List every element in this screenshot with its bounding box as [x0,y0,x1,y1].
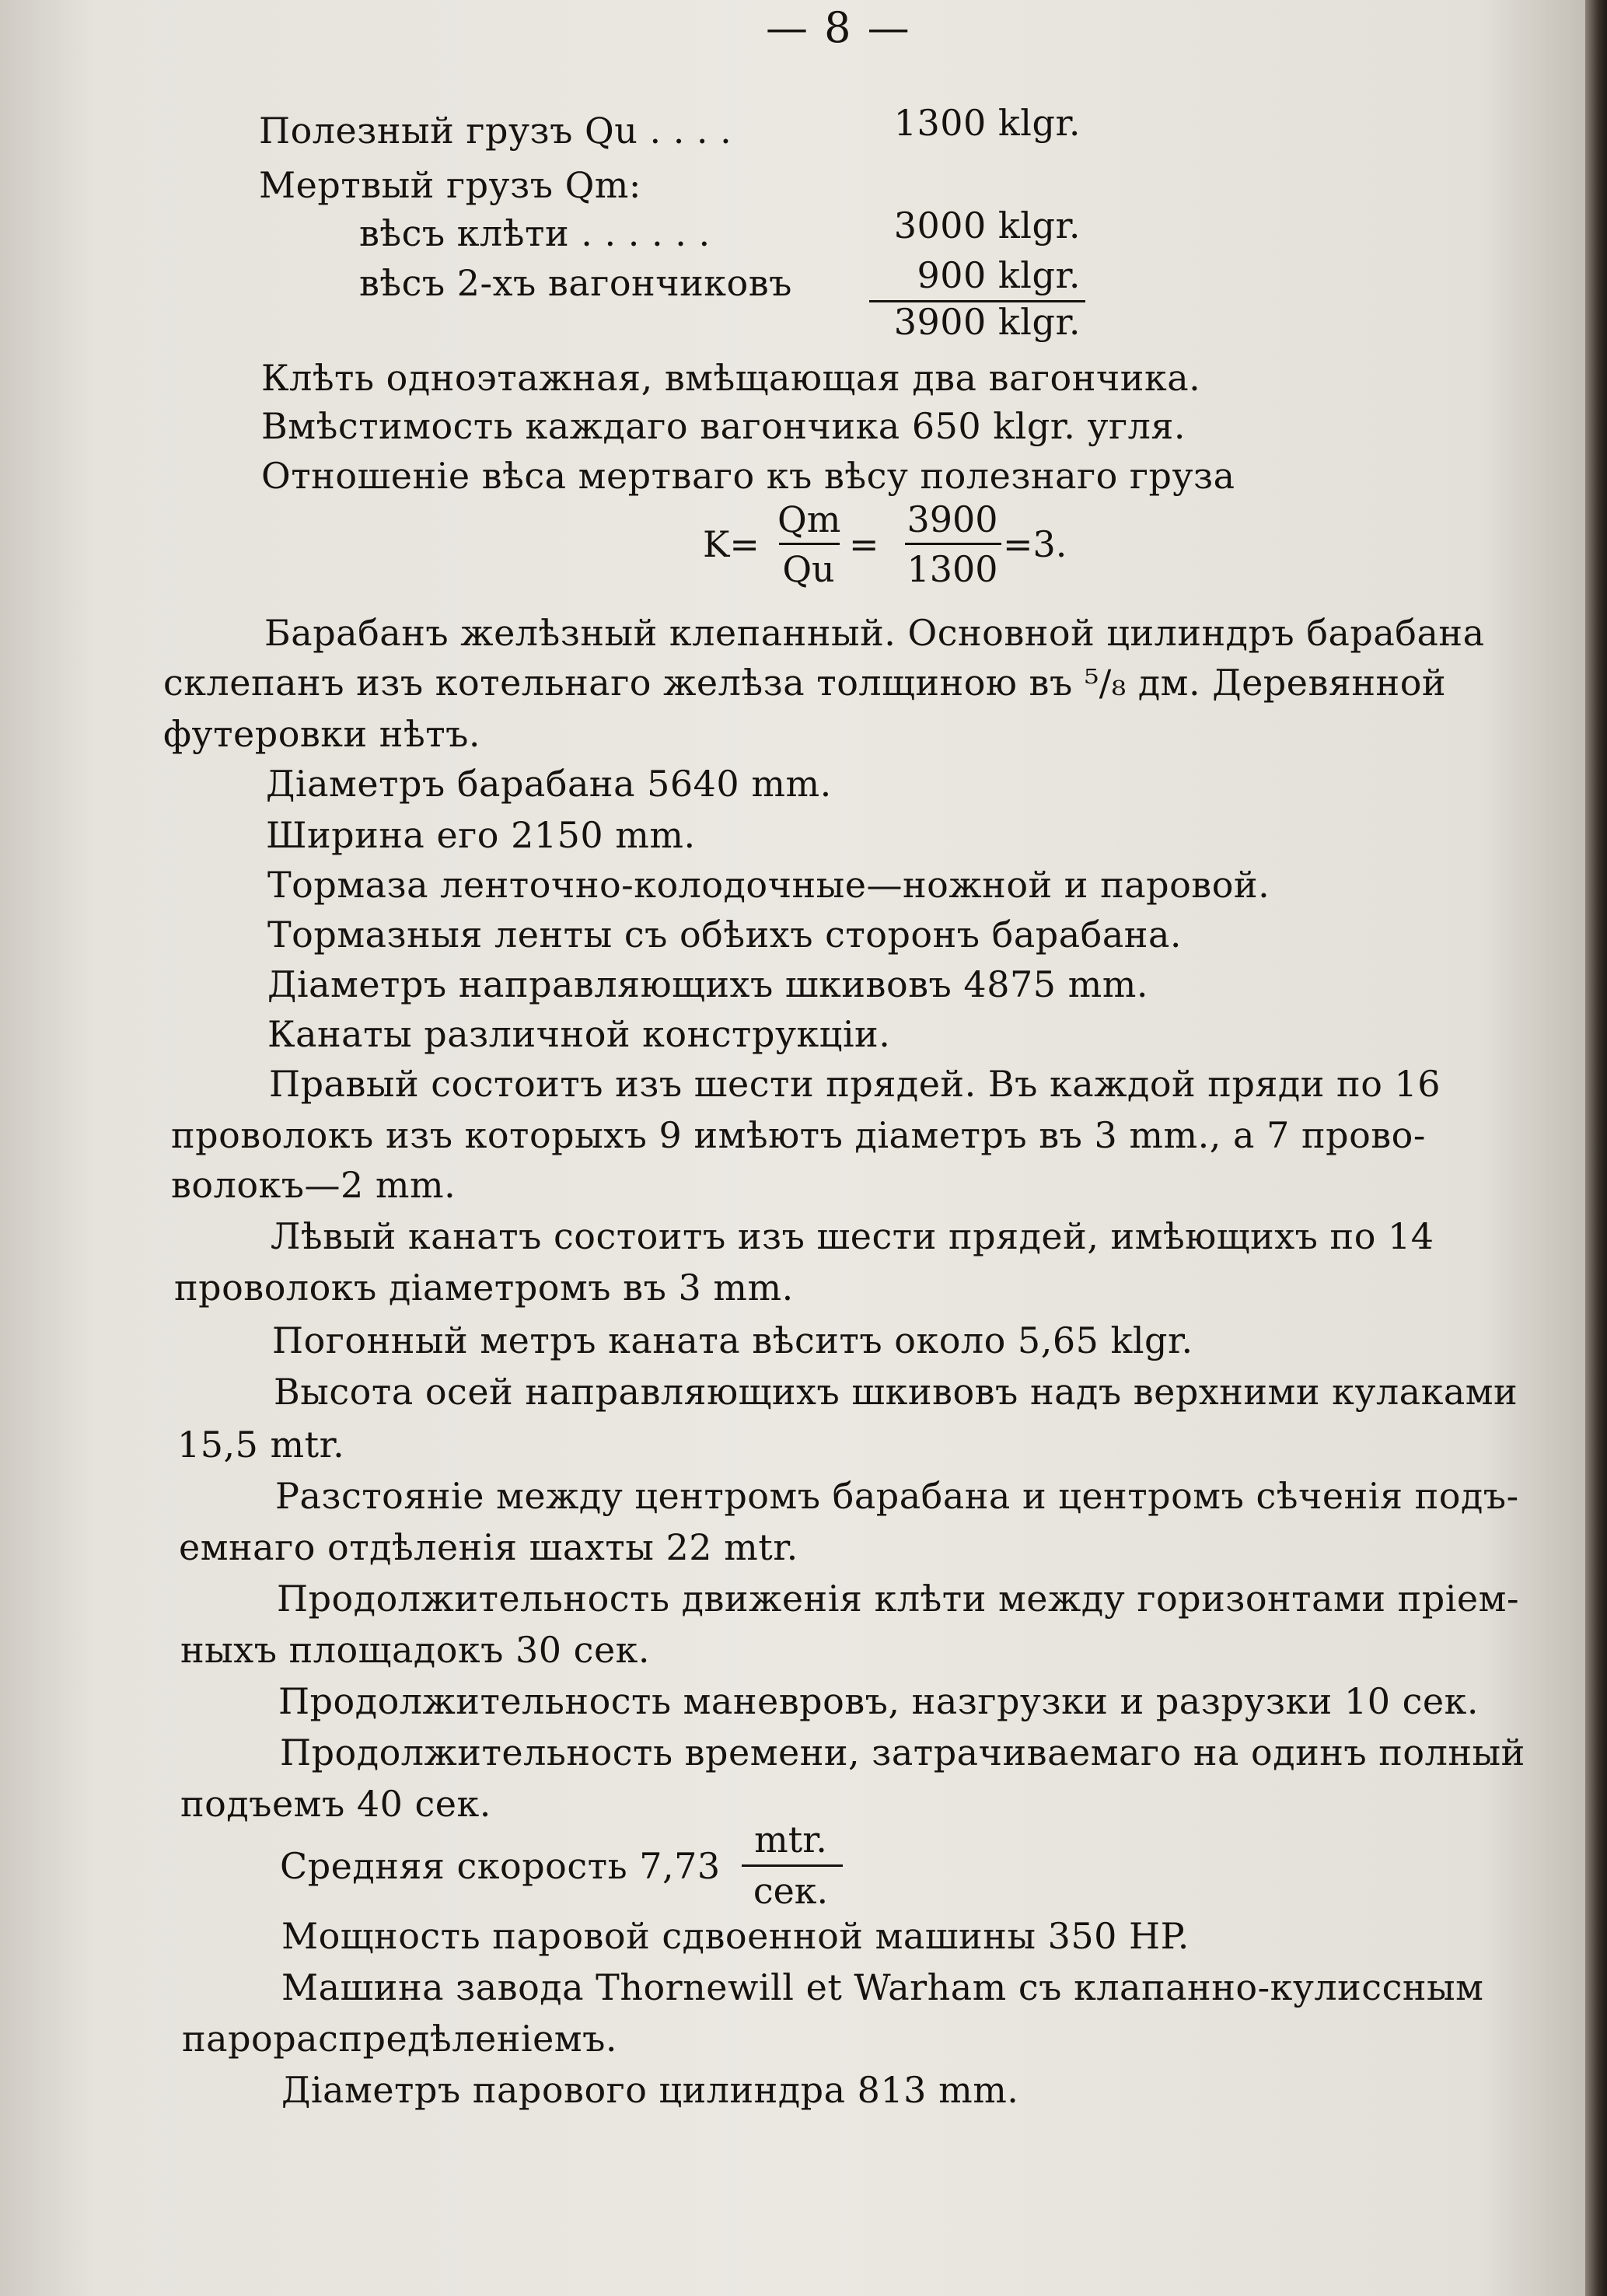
wagons-weight-label: вѣсъ 2-хъ вагончиковъ [359,262,792,304]
text-line: Разстояніе между центромъ барабана и центромъ сѣченія подъ- [275,1475,1519,1517]
text-line: Машина завода Thornewill et Warham съ клапанно-кулиссным [281,1966,1484,2008]
text-line: проволокъ діаметромъ въ 3 mm. [174,1267,794,1309]
text-line: Діаметръ направляющихъ шкивовъ 4875 mm. [267,963,1148,1005]
text-line: Діаметръ парового цилиндра 813 mm. [281,2069,1019,2111]
text-line: Средняя скорость 7,73 [280,1845,721,1887]
text-line: 15,5 mtr. [177,1424,345,1466]
text-line: Отношеніе вѣса мертваго къ вѣсу полезнаго груза [261,455,1235,497]
text-line: Вмѣстимость каждаго вагончика 650 klgr. угля. [261,405,1186,447]
text-line: Правый состоитъ изъ шести прядей. Въ каждой пряди по 16 [269,1063,1441,1105]
cage-weight-value: 3000 klgr. [893,204,1081,246]
fraction-bar [742,1864,843,1867]
text-line: ныхъ площадокъ 30 сек. [180,1629,651,1671]
useful-load-label: Полезный грузъ Qu . . . . [259,110,732,152]
text-line: Высота осей направляющихъ шкивовъ надъ верхними кулаками [274,1371,1518,1413]
text-line: Ширина его 2150 mm. [266,814,696,856]
text-line: Продолжительность маневровъ, назгрузки и разрузки 10 сек. [278,1680,1479,1722]
formula-numerator-qm: Qm [777,498,841,540]
formula-equals: = [849,523,879,565]
fraction-bar [905,543,1001,545]
speed-unit-denominator: сек. [753,1870,829,1912]
text-line: футеровки нѣтъ. [163,713,481,755]
page-number: — 8 — [766,3,911,52]
fraction-bar [779,543,840,545]
text-line: парораспредѣленіемъ. [182,2018,617,2060]
text-line: Погонный метръ каната вѣситъ около 5,65 klgr. [272,1319,1193,1361]
book-spine-shadow [1585,0,1607,2296]
speed-unit-numerator: mtr. [754,1819,827,1861]
text-line: емнаго отдѣленія шахты 22 mtr. [179,1526,798,1568]
text-line: Продолжительность времени, затрачиваемаго на одинъ полный [280,1732,1525,1774]
text-line: Клѣть одноэтажная, вмѣщающая два вагончика. [261,357,1201,399]
text-line: Продолжительность движенія клѣти между горизонтами пріем- [277,1578,1519,1620]
useful-load-value: 1300 klgr. [893,102,1081,144]
total-weight-value: 3900 klgr. [893,301,1081,343]
wagons-weight-value: 900 klgr. [917,254,1081,296]
text-line: Канаты различной конструкціи. [267,1013,891,1055]
text-line: Діаметръ барабана 5640 mm. [266,763,832,805]
text-line: Тормаза ленточно-колодочные—ножной и паровой. [267,864,1270,906]
text-line: волокъ—2 mm. [171,1164,456,1206]
text-line: Тормазныя ленты съ обѣихъ сторонъ барабана. [267,914,1182,956]
formula-denominator-qu: Qu [782,548,835,590]
cage-weight-label: вѣсъ клѣти . . . . . . [359,212,711,254]
text-line: Барабанъ желѣзный клепанный. Основной цилиндръ барабана [264,612,1485,654]
text-line: проволокъ изъ которыхъ 9 имѣютъ діаметръ въ 3 mm., а 7 прово- [171,1114,1426,1156]
formula-k: K= [703,523,760,565]
formula-denominator: 1300 [907,548,998,590]
formula-result: =3. [1003,523,1067,565]
dead-load-label: Мертвый грузъ Qm: [259,164,641,206]
text-line: Мощность паровой сдвоенной машины 350 HP. [281,1915,1190,1957]
formula-numerator: 3900 [907,498,998,540]
text-line: подъемъ 40 сек. [180,1783,491,1825]
text-line: Лѣвый канатъ состоитъ изъ шести прядей, имѣющихъ по 14 [271,1215,1434,1257]
text-line: склепанъ изъ котельнаго желѣза толщиною въ ⁵/₈ дм. Деревянной [163,662,1447,704]
